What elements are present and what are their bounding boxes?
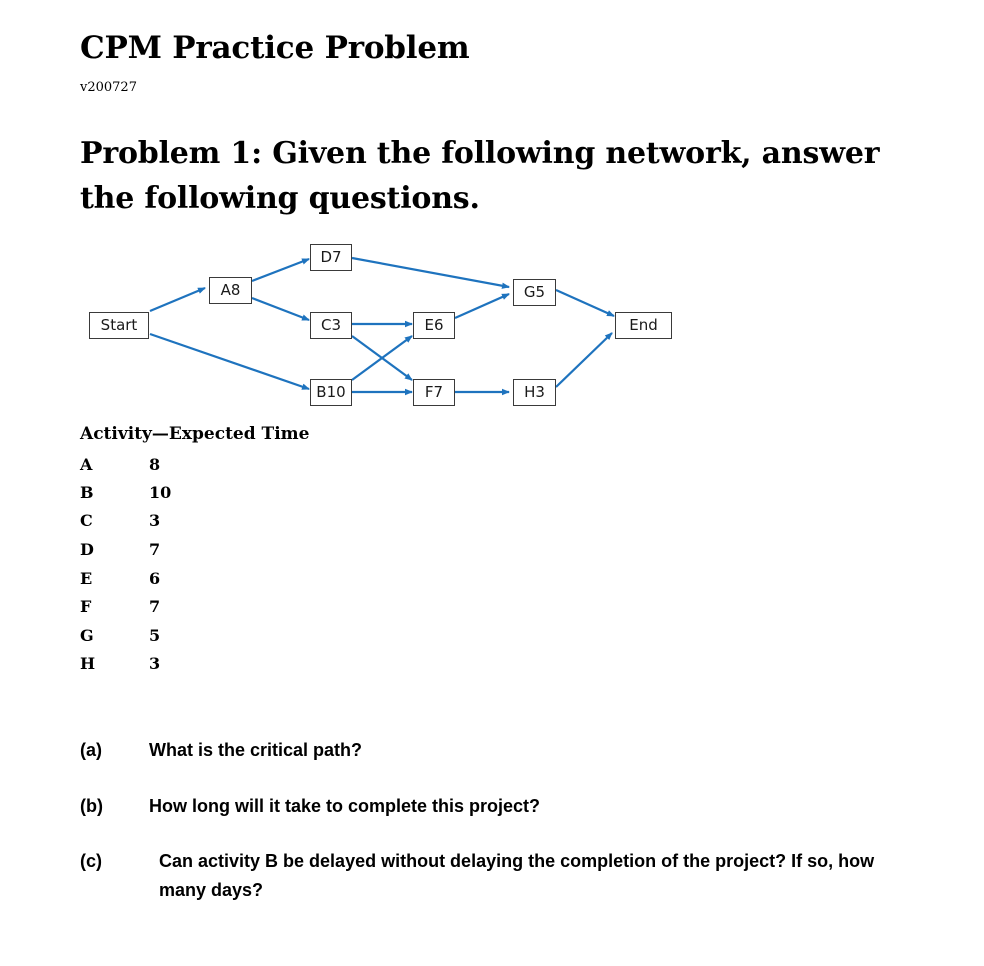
- activity-name: C: [80, 511, 93, 530]
- activity-table-header: Activity—Expected Time: [80, 424, 310, 444]
- activity-name: F: [80, 597, 92, 616]
- node-f: F7: [413, 379, 455, 406]
- question-b: [80, 792, 940, 822]
- arrow-g-to-end: [556, 290, 614, 316]
- version-label: v200727: [80, 80, 137, 95]
- arrow-c-to-f: [352, 336, 412, 380]
- node-a: A8: [209, 277, 252, 304]
- question-label: (b): [80, 796, 103, 816]
- arrow-a-to-d: [252, 259, 309, 281]
- activity-name: A: [80, 455, 93, 474]
- activity-time: 10: [149, 483, 172, 502]
- problem-heading: Problem 1: Given the following network, answer the following questions.: [80, 136, 880, 216]
- activity-name: D: [80, 540, 94, 559]
- activity-time: 7: [149, 540, 161, 559]
- node-h: H3: [513, 379, 556, 406]
- node-start: Start: [89, 312, 149, 339]
- node-b: B10: [310, 379, 352, 406]
- question-a: [80, 736, 940, 766]
- question-label: (a): [80, 740, 102, 760]
- node-c: C3: [310, 312, 352, 339]
- activity-time: 3: [149, 511, 161, 530]
- node-e: E6: [413, 312, 455, 339]
- question-text: What is the critical path?: [149, 740, 363, 760]
- activity-name: E: [80, 569, 93, 588]
- node-end: End: [615, 312, 672, 339]
- arrow-start-to-b: [150, 334, 309, 389]
- activity-name: H: [80, 654, 96, 673]
- arrow-start-to-a: [150, 288, 205, 311]
- arrow-a-to-c: [252, 298, 309, 320]
- activity-time: 6: [149, 569, 161, 588]
- node-d: D7: [310, 244, 352, 271]
- arrow-b-to-e: [352, 336, 412, 380]
- arrow-e-to-g: [455, 294, 509, 318]
- question-text: Can activity B be delayed without delaying the completion of the project? If so, how many days?: [159, 851, 875, 900]
- activity-time: 7: [149, 597, 161, 616]
- question-label: (c): [80, 851, 102, 871]
- activity-name: B: [80, 483, 94, 502]
- arrow-h-to-end: [556, 333, 612, 387]
- question-c: [80, 847, 940, 907]
- activity-name: G: [80, 626, 94, 645]
- question-text: How long will it take to complete this project?: [149, 796, 541, 816]
- activity-time: 5: [149, 626, 161, 645]
- node-g: G5: [513, 279, 556, 306]
- document-title: CPM Practice Problem: [80, 30, 470, 66]
- activity-time: 8: [149, 455, 161, 474]
- activity-time: 3: [149, 654, 161, 673]
- arrow-d-to-g: [352, 258, 509, 287]
